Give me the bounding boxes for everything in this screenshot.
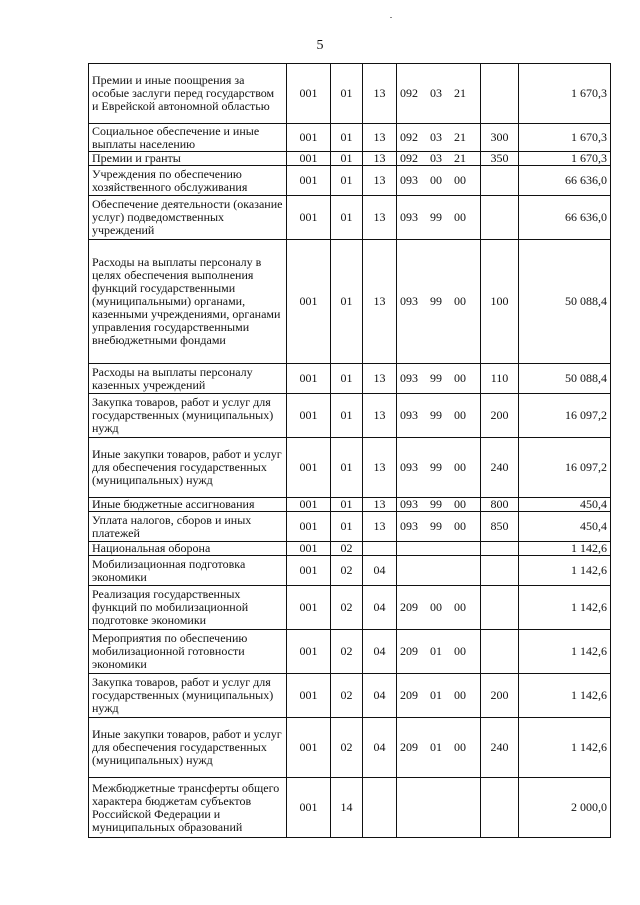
ministry-code-cell: 001 [287,718,331,778]
section-code-cell: 02 [331,586,363,630]
scan-speck [390,17,392,18]
expense-name-cell: Расходы на выплаты персоналу казенных учреждений [89,364,287,394]
target-article-part: 00 [454,210,466,224]
ministry-code-cell: 001 [287,364,331,394]
expense-name-cell: Обеспечение деятельности (оказание услуг) подведомственных учреждений [89,196,287,240]
amount-cell: 1 142,6 [519,630,611,674]
subsection-code-cell: 13 [363,152,397,166]
subsection-code-cell: 13 [363,64,397,124]
target-article-cell [397,64,481,124]
ministry-code-cell: 001 [287,556,331,586]
ministry-code-cell: 001 [287,512,331,542]
subsection-code-cell: 13 [363,438,397,498]
expense-name-cell: Иные закупки товаров, работ и услуг для обеспечения государственных (муниципальных) нужд [89,718,287,778]
target-article-cell [397,630,481,674]
ministry-code-cell: 001 [287,196,331,240]
amount-cell: 50 088,4 [519,240,611,364]
ministry-code-cell: 001 [287,674,331,718]
section-code-cell: 02 [331,556,363,586]
expense-type-cell: 100 [481,240,519,364]
target-article-part: 99 [430,408,442,422]
subsection-code-cell: 13 [363,512,397,542]
ministry-code-cell: 001 [287,438,331,498]
target-article-part: 00 [430,600,442,614]
target-article-cell [397,364,481,394]
ministry-code-cell: 001 [287,64,331,124]
target-article-cell [397,438,481,498]
target-article-part: 03 [430,86,442,100]
target-article-part: 093 [400,371,418,385]
table-row [89,778,611,838]
expense-name-cell: Мероприятия по обеспечению мобилизационной готовности экономики [89,630,287,674]
expense-name-cell: Закупка товаров, работ и услуг для государственных (муниципальных) нужд [89,674,287,718]
amount-cell: 1 142,6 [519,674,611,718]
expense-type-cell: 350 [481,152,519,166]
amount-cell: 16 097,2 [519,438,611,498]
expense-type-cell [481,778,519,838]
target-article-part: 03 [430,130,442,144]
expense-name-cell: Уплата налогов, сборов и иных платежей [89,512,287,542]
subsection-code-cell: 04 [363,674,397,718]
target-article-cell [397,542,481,556]
target-article-part: 03 [430,151,442,165]
amount-cell: 2 000,0 [519,778,611,838]
subsection-code-cell: 04 [363,718,397,778]
expense-type-cell [481,542,519,556]
section-code-cell: 01 [331,196,363,240]
target-article-cell [397,778,481,838]
expense-type-cell: 110 [481,364,519,394]
expense-name-cell: Учреждения по обеспечению хозяйственного обслуживания [89,166,287,196]
section-code-cell: 01 [331,438,363,498]
budget-table [88,63,611,838]
target-article-part: 01 [430,688,442,702]
target-article-part: 00 [454,519,466,533]
target-article-part: 00 [454,644,466,658]
target-article-cell [397,674,481,718]
section-code-cell: 02 [331,674,363,718]
target-article-cell [397,586,481,630]
target-article-part: 00 [454,408,466,422]
ministry-code-cell: 001 [287,394,331,438]
expense-type-cell [481,64,519,124]
amount-cell: 1 142,6 [519,718,611,778]
expense-type-cell: 800 [481,498,519,512]
expense-name-cell: Межбюджетные трансферты общего характера бюджетам субъектов Российской Федерации и муниципальных образований [89,778,287,838]
expense-type-cell: 300 [481,124,519,152]
expense-name-cell: Национальная оборона [89,542,287,556]
target-article-part: 00 [454,294,466,308]
section-code-cell: 01 [331,64,363,124]
target-article-part: 093 [400,408,418,422]
target-article-part: 99 [430,210,442,224]
section-code-cell: 01 [331,394,363,438]
section-code-cell: 14 [331,778,363,838]
subsection-code-cell: 13 [363,364,397,394]
target-article-part: 209 [400,740,418,754]
section-code-cell: 01 [331,152,363,166]
target-article-part: 092 [400,130,418,144]
table-row [89,394,611,438]
target-article-part: 99 [430,460,442,474]
amount-cell: 1 142,6 [519,586,611,630]
target-article-part: 093 [400,460,418,474]
subsection-code-cell [363,542,397,556]
target-article-cell [397,394,481,438]
subsection-code-cell: 13 [363,196,397,240]
section-code-cell: 01 [331,166,363,196]
amount-cell: 16 097,2 [519,394,611,438]
target-article-part: 209 [400,600,418,614]
target-article-cell [397,166,481,196]
amount-cell: 1 142,6 [519,542,611,556]
ministry-code-cell: 001 [287,124,331,152]
expense-name-cell: Премии и гранты [89,152,287,166]
expense-type-cell: 200 [481,394,519,438]
table-row [89,512,611,542]
table-row [89,542,611,556]
table-row [89,364,611,394]
section-code-cell: 01 [331,240,363,364]
page-number: 5 [316,38,324,53]
target-article-part: 00 [454,497,466,511]
expense-type-cell: 200 [481,674,519,718]
target-article-part: 00 [454,600,466,614]
ministry-code-cell: 001 [287,152,331,166]
amount-cell: 1 670,3 [519,124,611,152]
expense-name-cell: Иные бюджетные ассигнования [89,498,287,512]
target-article-part: 093 [400,519,418,533]
subsection-code-cell: 13 [363,240,397,364]
subsection-code-cell: 04 [363,556,397,586]
expense-name-cell: Премии и иные поощрения за особые заслуги перед государством и Еврейской автономной областью [89,64,287,124]
target-article-part: 093 [400,497,418,511]
target-article-part: 01 [430,644,442,658]
expense-name-cell: Реализация государственных функций по мобилизационной подготовке экономики [89,586,287,630]
ministry-code-cell: 001 [287,498,331,512]
target-article-part: 00 [454,173,466,187]
amount-cell: 450,4 [519,498,611,512]
table-row [89,718,611,778]
budget-table-body [89,64,611,838]
table-row [89,674,611,718]
subsection-code-cell: 13 [363,394,397,438]
table-row [89,498,611,512]
subsection-code-cell: 13 [363,498,397,512]
expense-type-cell: 240 [481,438,519,498]
target-article-cell [397,498,481,512]
target-article-part: 21 [454,151,466,165]
table-row [89,196,611,240]
amount-cell: 1 670,3 [519,152,611,166]
target-article-part: 99 [430,519,442,533]
target-article-part: 99 [430,294,442,308]
section-code-cell: 01 [331,124,363,152]
table-row [89,152,611,166]
target-article-part: 093 [400,173,418,187]
target-article-part: 093 [400,210,418,224]
target-article-cell [397,196,481,240]
expense-name-cell: Расходы на выплаты персоналу в целях обеспечения выполнения функций государственными (муниципальными) органами, казенными учреждениями, органами управления государственными внебюджетными фондами [89,240,287,364]
expense-name-cell: Иные закупки товаров, работ и услуг для обеспечения государственных (муниципальных) нужд [89,438,287,498]
target-article-part: 092 [400,86,418,100]
table-row [89,586,611,630]
section-code-cell: 02 [331,718,363,778]
table-row [89,64,611,124]
target-article-part: 00 [430,173,442,187]
target-article-cell [397,512,481,542]
target-article-part: 00 [454,371,466,385]
section-code-cell: 01 [331,364,363,394]
section-code-cell: 02 [331,542,363,556]
target-article-part: 99 [430,497,442,511]
target-article-part: 093 [400,294,418,308]
table-row [89,166,611,196]
amount-cell: 450,4 [519,512,611,542]
ministry-code-cell: 001 [287,630,331,674]
target-article-cell [397,124,481,152]
expense-type-cell [481,166,519,196]
target-article-part: 00 [454,688,466,702]
ministry-code-cell: 001 [287,166,331,196]
expense-type-cell [481,630,519,674]
expense-type-cell: 850 [481,512,519,542]
target-article-part: 00 [454,740,466,754]
table-row [89,240,611,364]
table-row [89,630,611,674]
table-row [89,438,611,498]
expense-name-cell: Мобилизационная подготовка экономики [89,556,287,586]
section-code-cell: 02 [331,630,363,674]
expense-type-cell: 240 [481,718,519,778]
subsection-code-cell: 13 [363,124,397,152]
target-article-part: 21 [454,86,466,100]
expense-type-cell [481,586,519,630]
ministry-code-cell: 001 [287,240,331,364]
subsection-code-cell: 04 [363,630,397,674]
expense-type-cell [481,556,519,586]
target-article-part: 00 [454,460,466,474]
ministry-code-cell: 001 [287,586,331,630]
subsection-code-cell: 13 [363,166,397,196]
expense-type-cell [481,196,519,240]
target-article-part: 21 [454,130,466,144]
table-row [89,124,611,152]
amount-cell: 1 670,3 [519,64,611,124]
target-article-cell [397,152,481,166]
target-article-cell [397,240,481,364]
target-article-cell [397,556,481,586]
expense-name-cell: Закупка товаров, работ и услуг для государственных (муниципальных) нужд [89,394,287,438]
section-code-cell: 01 [331,512,363,542]
target-article-part: 01 [430,740,442,754]
amount-cell: 1 142,6 [519,556,611,586]
target-article-part: 99 [430,371,442,385]
target-article-part: 209 [400,644,418,658]
target-article-cell [397,718,481,778]
amount-cell: 50 088,4 [519,364,611,394]
target-article-part: 209 [400,688,418,702]
ministry-code-cell: 001 [287,778,331,838]
amount-cell: 66 636,0 [519,196,611,240]
expense-name-cell: Социальное обеспечение и иные выплаты населению [89,124,287,152]
ministry-code-cell: 001 [287,542,331,556]
subsection-code-cell [363,778,397,838]
section-code-cell: 01 [331,498,363,512]
amount-cell: 66 636,0 [519,166,611,196]
subsection-code-cell: 04 [363,586,397,630]
target-article-part: 092 [400,151,418,165]
table-row [89,556,611,586]
